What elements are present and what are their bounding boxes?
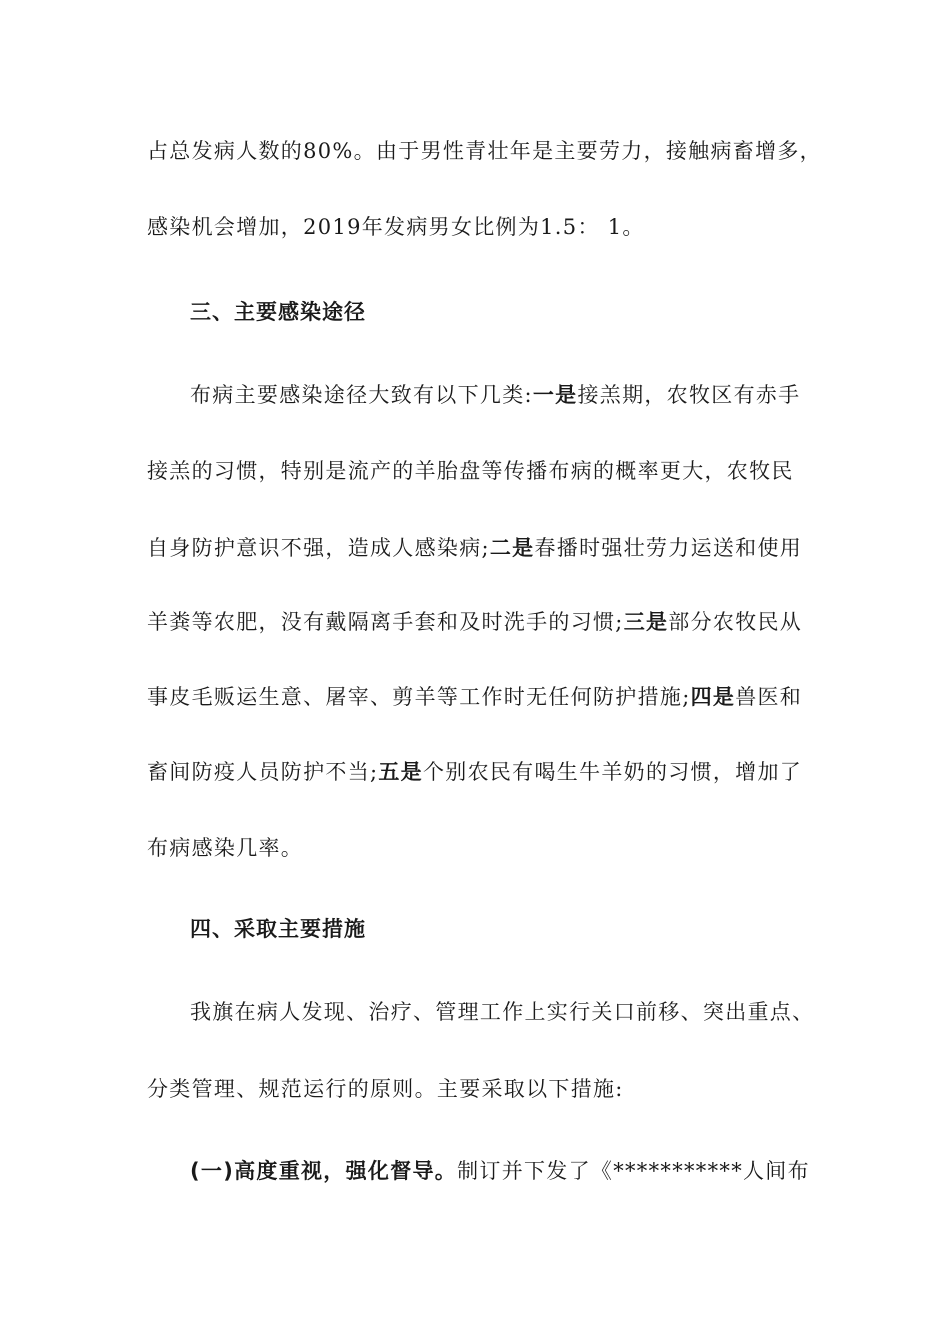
text-line: 感染机会增加，2019年发病男女比例为1.5： 1。 <box>147 215 645 239</box>
section-heading: 三、主要感染途径 <box>190 300 366 324</box>
bold-text-run: 一是 <box>532 383 578 407</box>
text-line <box>147 607 807 637</box>
text-run: 制订并下发了《***********人间布 <box>457 1159 810 1183</box>
bold-text-run: 四是 <box>690 685 736 709</box>
section-heading: 四、采取主要措施 <box>190 917 366 941</box>
bold-text-run: (一)高度重视，强化督导。 <box>190 1159 458 1183</box>
text-line: 分类管理、规范运行的原则。主要采取以下措施: <box>147 1077 624 1101</box>
text-line: 占总发病人数的80%。由于男性青壮年是主要劳力，接触病畜增多， <box>147 139 822 163</box>
text-run: 自身防护意识不强，造成人感染病; <box>147 536 490 560</box>
text-run: 部分农牧民从 <box>668 610 803 634</box>
text-line <box>147 757 807 787</box>
text-run: 接羔期，农牧区有赤手 <box>577 383 801 407</box>
text-line <box>147 533 807 563</box>
text-run: 事皮毛贩运生意、屠宰、剪羊等工作时无任何防护措施; <box>147 685 691 709</box>
text-run: 个别农民有喝生牛羊奶的习惯，增加了 <box>422 760 803 784</box>
text-line <box>190 380 807 410</box>
text-run: 兽医和 <box>735 685 803 709</box>
text-line: 布病感染几率。 <box>147 836 304 860</box>
text-run: 春播时强壮劳力运送和使用 <box>534 536 803 560</box>
bold-text-run: 五是 <box>378 760 423 784</box>
text-line <box>190 1156 810 1186</box>
text-run: 布病主要感染途径大致有以下几类: <box>190 383 533 407</box>
text-line: 我旗在病人发现、治疗、管理工作上实行关口前移、突出重点、 <box>190 1000 815 1024</box>
text-line <box>147 682 807 712</box>
bold-text-run: 三是 <box>623 610 669 634</box>
text-run: 畜间防疫人员防护不当; <box>147 760 379 784</box>
text-run: 羊粪等农肥，没有戴隔离手套和及时洗手的习惯; <box>147 610 624 634</box>
text-line: 接羔的习惯，特别是流产的羊胎盘等传播布病的概率更大，农牧民 <box>147 459 794 483</box>
bold-text-run: 二是 <box>489 536 535 560</box>
